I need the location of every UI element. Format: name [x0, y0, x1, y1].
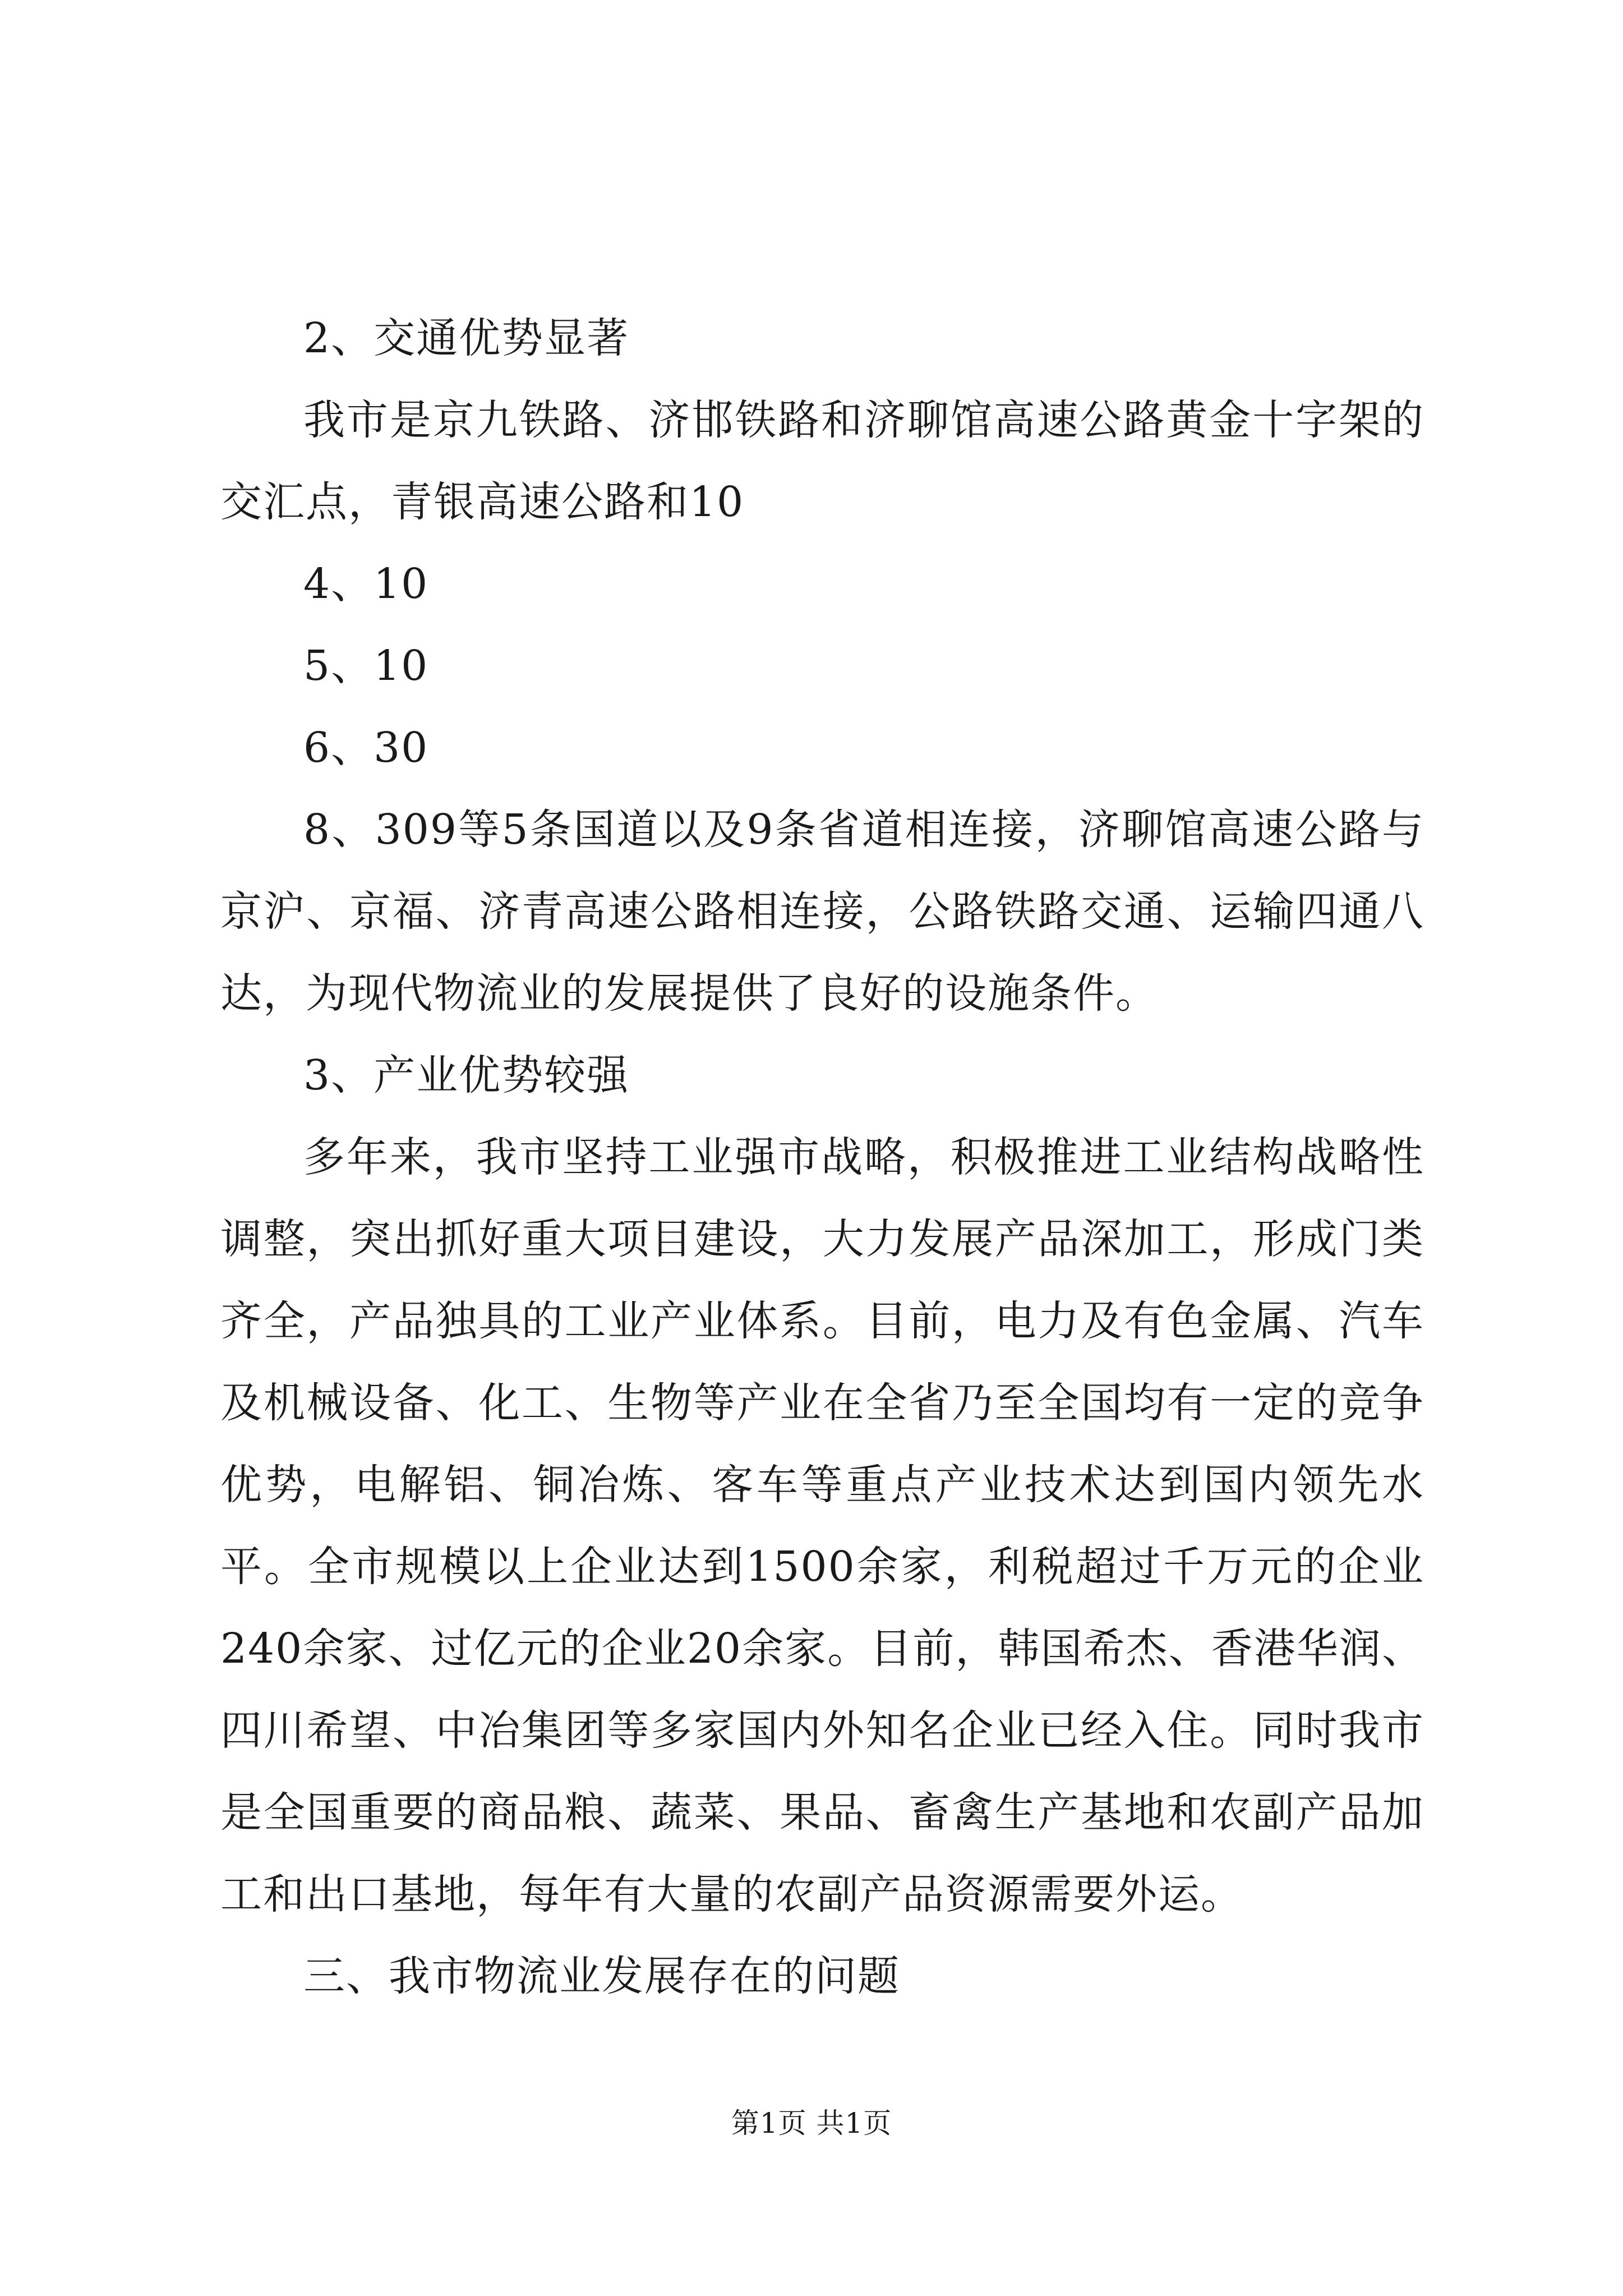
section-heading-transport: 2、交通优势显著 [303, 314, 630, 362]
list-fragment-4: 4、10 [303, 560, 429, 608]
section-heading-problems: 三、我市物流业发展存在的问题 [303, 1952, 900, 2000]
section-heading-industry: 3、产业优势较强 [303, 1051, 630, 1099]
paragraph-transport-roads: 8、309等5条国道以及9条省道相连接，济聊馆高速公路与京沪、京福、济青高速公路相连接，公路铁路交通、运输四通八达，为现代物流业的发展提供了良好的设施条件。 [220, 806, 1424, 1018]
document-body [220, 297, 1424, 2017]
paragraph-transport-intro: 我市是京九铁路、济邯铁路和济聊馆高速公路黄金十字架的交汇点，青银高速公路和10 [220, 396, 1424, 526]
page-footer: 第1页 共1页 [731, 2107, 892, 2139]
list-fragment-6: 6、30 [303, 724, 429, 772]
list-fragment-5: 5、10 [303, 642, 429, 690]
paragraph-industry: 多年来，我市坚持工业强市战略，积极推进工业结构战略性调整，突出抓好重大项目建设，大力发展产品深加工，形成门类齐全，产品独具的工业产业体系。目前，电力及有色金属、汽车及机械设备、化工、生物等产业在全省乃至全国均有一定的竞争优势，电解铝、铜冶炼、客车等重点产业技术达到国内领先水平。全市规模以上企业达到1500余家，利税超过千万元的企业240余家、过亿元的企业20余家。目前，韩国希杰、香港华润、四川希望、中冶集团等多家国内外知名企业已经入住。同时我市是全国重要的商品粮、蔬菜、果品、畜禽生产基地和农副产品加工和出口基地，每年有大量的农副产品资源需要外运。 [220, 1133, 1424, 1918]
